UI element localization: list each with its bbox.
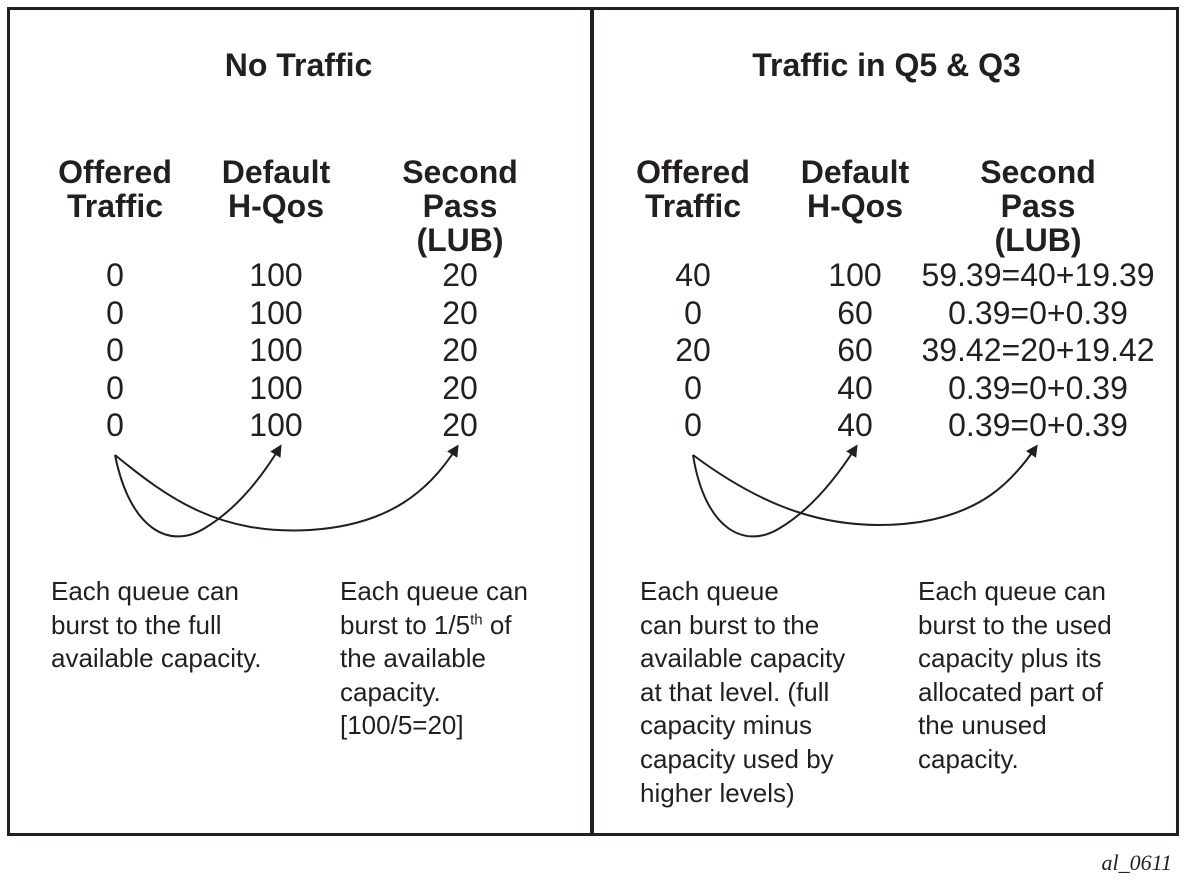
- value-cell: 20: [442, 407, 478, 443]
- note-text: Each queue can burst to 1/5: [340, 576, 528, 640]
- note-superscript: th: [470, 610, 483, 628]
- value-cell: 59.39=40+19.39: [921, 257, 1155, 293]
- value-cell: 0: [684, 369, 702, 406]
- value-cell: 0: [106, 257, 124, 293]
- value-cell: 100: [249, 332, 303, 368]
- value-cell: 60: [837, 332, 873, 368]
- value-cell: 20: [675, 332, 711, 368]
- value-cell: 20: [442, 294, 478, 331]
- note-used-plus-unused: Each queue can burst to the used capacity plus its allocated part of the unused capacity.: [918, 576, 1112, 774]
- value-cell: 60: [837, 294, 873, 331]
- arrow-to-second-pass: [115, 447, 457, 530]
- arrow-to-second-pass: [693, 447, 1036, 525]
- arrow-to-default-hqos: [115, 447, 280, 536]
- value-cell: 0.39=0+0.39: [948, 369, 1128, 406]
- value-cell: 20: [442, 369, 478, 406]
- header-offered-traffic: Offered Traffic: [58, 154, 172, 224]
- value-cell: 0: [106, 294, 124, 331]
- value-cell: 100: [249, 369, 303, 406]
- value-cell: 0: [684, 294, 702, 331]
- panel-title: No Traffic: [224, 47, 373, 83]
- panel-title: Traffic in Q5 & Q3: [752, 47, 1021, 83]
- value-cell: 0: [106, 369, 124, 406]
- value-cell: 40: [675, 257, 711, 293]
- header-second-pass: Second Pass (LUB): [402, 154, 518, 258]
- header-default-hqos: Default H-Qos: [221, 154, 331, 224]
- value-cell: 0: [106, 407, 124, 443]
- value-cell: 0.39=0+0.39: [948, 294, 1128, 331]
- header-default-hqos: Default H-Qos: [800, 154, 910, 224]
- value-cell: 40: [837, 369, 873, 406]
- value-cell: 20: [442, 257, 478, 293]
- note-text: of the available capacity. [100/5=20]: [340, 609, 512, 741]
- note-full-capacity: Each queue can burst to the full available capacity.: [51, 576, 262, 674]
- value-cell: 0: [106, 332, 124, 368]
- value-cell: 100: [249, 294, 303, 331]
- value-cell: 39.42=20+19.42: [921, 332, 1155, 368]
- value-cell: 0.39=0+0.39: [948, 407, 1128, 443]
- value-cell: 40: [837, 407, 873, 443]
- value-cell: 0: [684, 407, 702, 443]
- header-second-pass: Second Pass (LUB): [980, 154, 1096, 258]
- value-cell: 100: [249, 407, 303, 443]
- figure-id: al_0611: [1101, 850, 1172, 875]
- note-available-at-level: Each queue can burst to the available capacity at that level. (full capacity minus capacity used by higher levels): [640, 576, 846, 808]
- header-offered-traffic: Offered Traffic: [636, 154, 750, 224]
- value-cell: 20: [442, 332, 478, 368]
- arrow-to-default-hqos: [693, 447, 856, 536]
- value-cell: 100: [828, 257, 882, 293]
- value-cell: 100: [249, 257, 303, 293]
